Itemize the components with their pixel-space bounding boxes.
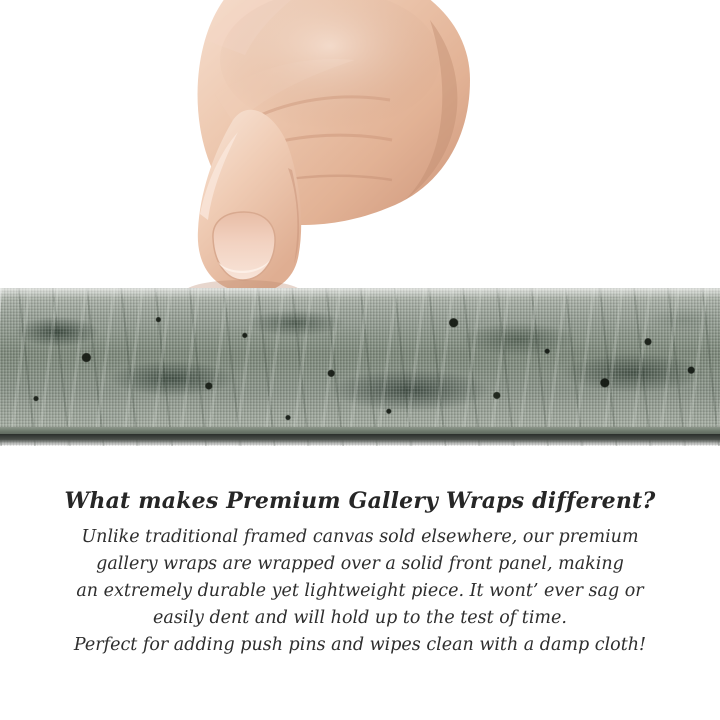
caption-line: easily dent and will hold up to the test of time.	[153, 608, 567, 628]
caption-title: What makes Premium Gallery Wraps different?	[64, 488, 656, 514]
caption-body	[0, 524, 720, 659]
canvas-drop-shadow	[0, 434, 720, 446]
canvas-wrap-edge	[0, 288, 720, 446]
canvas-dark-speckles	[0, 288, 720, 446]
hand-illustration	[0, 0, 720, 300]
caption-line: Perfect for adding push pins and wipes clean with a damp cloth!	[73, 635, 647, 655]
caption-line: an extremely durable yet lightweight piece. It wont’ ever sag or	[76, 581, 644, 601]
hand-svg	[0, 0, 720, 300]
caption-line: Unlike traditional framed canvas sold elsewhere, our premium	[81, 527, 639, 547]
caption-line: gallery wraps are wrapped over a solid front panel, making	[96, 554, 624, 574]
caption-block	[0, 488, 720, 659]
